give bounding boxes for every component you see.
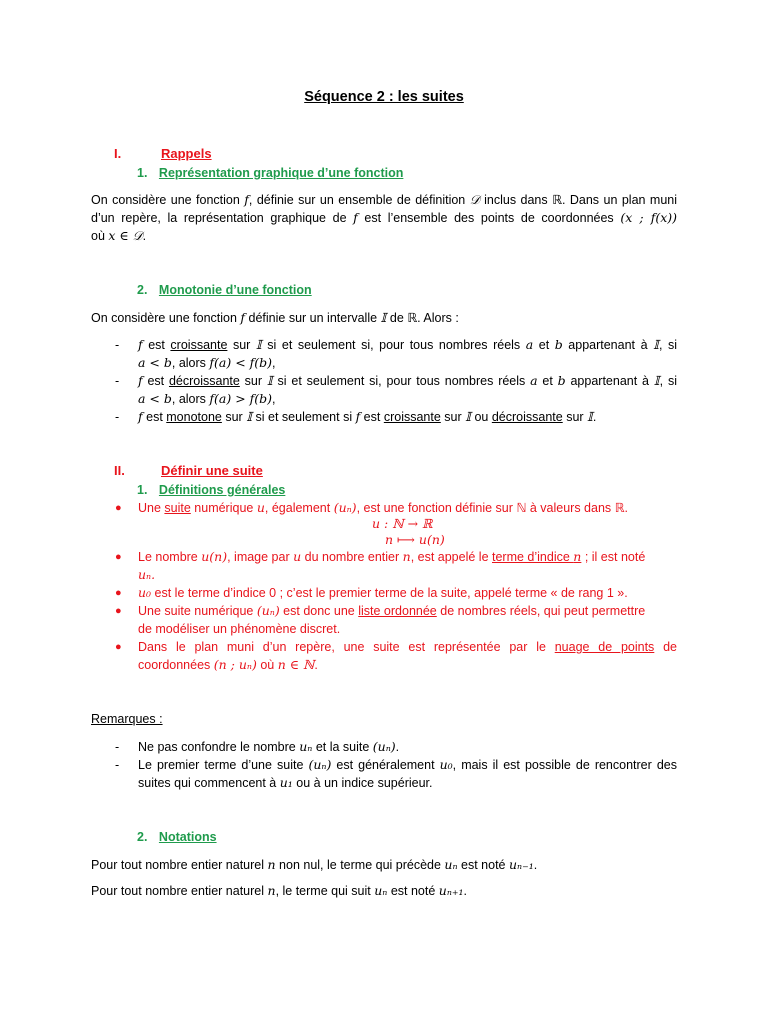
definition-bullet-continuation: 𝑢ₙ.	[138, 567, 156, 582]
section-2-number: II.	[114, 463, 125, 478]
notation-paragraph: Pour tout nombre entier naturel 𝑛 non nul, le terme qui précède 𝑢ₙ est noté 𝑢ₙ₋₁.	[91, 857, 538, 872]
definition-bullet: Dans le plan muni d’un repère, une suite est représentée par le nuage de points de	[138, 640, 677, 654]
subsection-2-2-title: Notations	[158, 830, 217, 844]
section-1-title: Rappels	[161, 146, 212, 161]
paragraph-line: On considère une fonction 𝑓, définie sur un ensemble de définition 𝒟 inclus dans ℝ. Dans un plan muni	[91, 192, 678, 207]
bullet-marker: ●	[115, 502, 122, 514]
bullet-marker: ●	[115, 641, 122, 653]
bullet-marker: ●	[115, 587, 122, 599]
subsection-2-2-heading	[137, 828, 217, 846]
subsection-2-1-number: 1.	[137, 483, 148, 497]
section-2-heading	[114, 462, 125, 480]
definition-bullet: Le nombre 𝑢(𝑛), image par 𝑢 du nombre entier 𝑛, est appelé le terme d’indice 𝑛 ; il est noté	[138, 549, 646, 564]
bullet-marker: ●	[115, 551, 122, 563]
remarks-title: Remarques :	[91, 712, 163, 726]
section-2-title-wrap	[161, 462, 263, 480]
dash-marker: -	[115, 410, 120, 424]
subsection-1-1-number: 1.	[137, 166, 148, 180]
subsection-1-2-title: Monotonie d’une fonction	[158, 283, 312, 297]
list-item: 𝑓 est décroissante sur 𝕀 si et seulement si, pour tous nombres réels 𝑎 et 𝑏 appartenant à 𝕀, si	[138, 373, 677, 388]
subsection-2-1-title: Définitions générales	[158, 483, 286, 497]
dash-marker: -	[115, 758, 120, 772]
dash-marker: -	[115, 374, 120, 388]
dash-marker: -	[115, 338, 120, 352]
section-1-number: I.	[114, 146, 122, 161]
formula-mapping-line-2: 𝑛 ⟼ 𝑢(𝑛)	[385, 532, 445, 547]
remark-item: Le premier terme d’une suite (𝑢ₙ) est généralement 𝑢₀, mais il est possible de rencontrer des	[138, 757, 677, 772]
subsection-1-2-heading	[137, 281, 312, 299]
section-1-title-wrap	[161, 145, 212, 163]
page-title: Séquence 2 : les suites	[304, 89, 464, 105]
definition-bullet: Une suite numérique 𝑢, également (𝑢ₙ), est une fonction définie sur ℕ à valeurs dans ℝ.	[138, 500, 629, 515]
notation-paragraph: Pour tout nombre entier naturel 𝑛, le terme qui suit 𝑢ₙ est noté 𝑢ₙ₊₁.	[91, 883, 467, 898]
list-item: 𝑓 est croissante sur 𝕀 si et seulement si, pour tous nombres réels 𝑎 et 𝑏 appartenant à 𝕀, si	[138, 337, 677, 352]
list-item: 𝑓 est monotone sur 𝕀 si et seulement si 𝑓 est croissante sur 𝕀 ou décroissante sur 𝕀.	[138, 409, 597, 424]
subsection-2-2-number: 2.	[137, 830, 148, 844]
bullet-marker: ●	[115, 605, 122, 617]
list-item-continuation: 𝑎 < 𝑏, alors 𝑓(𝑎) > 𝑓(𝑏),	[138, 391, 276, 406]
definition-bullet: 𝑢₀ est le terme d’indice 0 ; c’est le premier terme de la suite, appelé terme « de rang 1 ».	[138, 585, 628, 600]
subsection-1-2-number: 2.	[137, 283, 148, 297]
definition-bullet: Une suite numérique (𝑢ₙ) est donc une liste ordonnée de nombres réels, qui peut permettre	[138, 603, 646, 618]
formula-mapping-line-1: 𝑢 : ℕ → ℝ	[372, 516, 433, 531]
remark-item-continuation: suites qui commencent à 𝑢₁ ou à un indice supérieur.	[138, 775, 433, 790]
section-1-heading	[114, 145, 121, 163]
dash-marker: -	[115, 740, 120, 754]
definition-bullet-continuation: de modéliser un phénomène discret.	[138, 622, 341, 636]
list-item-continuation: 𝑎 < 𝑏, alors 𝑓(𝑎) < 𝑓(𝑏),	[138, 355, 276, 370]
paragraph-line: d’un repère, la représentation graphique de 𝑓 est l’ensemble des points de coordonnées (𝑥 ; 𝑓(𝑥))	[91, 210, 678, 225]
paragraph-line: où 𝑥 ∈ 𝒟.	[91, 228, 147, 243]
section-2-title: Définir une suite	[161, 463, 263, 478]
paragraph-line: On considère une fonction 𝑓 définie sur un intervalle 𝕀 de ℝ. Alors :	[91, 310, 459, 325]
subsection-2-1-heading	[137, 481, 285, 499]
subsection-1-1-heading	[137, 164, 403, 182]
remark-item: Ne pas confondre le nombre 𝑢ₙ et la suite (𝑢ₙ).	[138, 739, 400, 754]
subsection-1-1-title: Représentation graphique d’une fonction	[158, 166, 404, 180]
definition-bullet-continuation: coordonnées (𝑛 ; 𝑢ₙ) où 𝑛 ∈ ℕ.	[138, 657, 318, 672]
